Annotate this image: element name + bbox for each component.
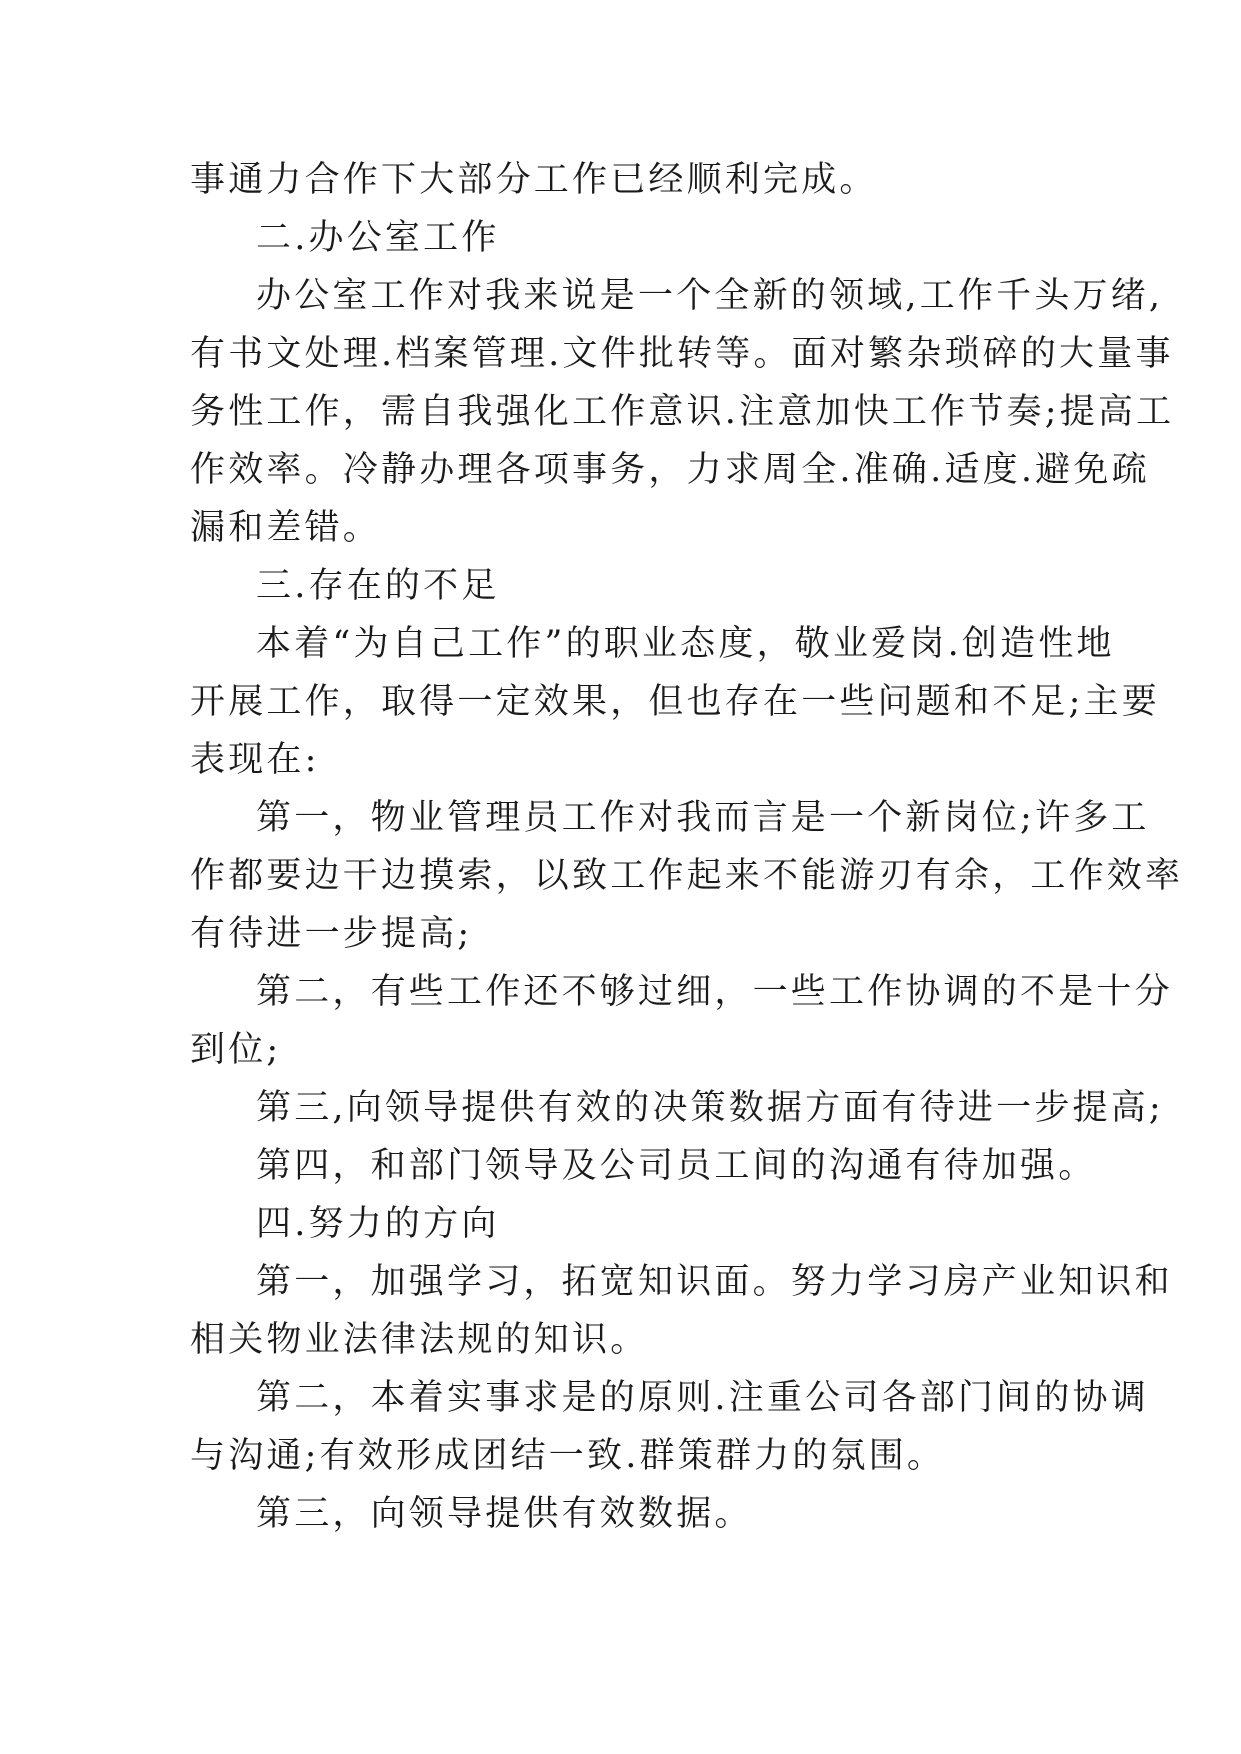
paragraph-first-line: 第二，有些工作还不够过细，一些工作协调的不是十分 <box>256 972 1173 1012</box>
paragraph-first-line: 办公室工作对我来说是一个全新的领域,工作千头万绪, <box>256 276 1164 316</box>
body-line: 到位; <box>190 1030 282 1070</box>
paragraph-first-line: 本着“为自己工作”的职业态度，敬业爱岗.创造性地 <box>256 624 1115 664</box>
section-heading: 三.存在的不足 <box>256 566 500 606</box>
body-line: 漏和差错。 <box>190 508 382 548</box>
body-line: 作都要边干边摸索，以致工作起来不能游刃有余，工作效率 <box>190 856 1184 896</box>
body-line: 表现在: <box>190 740 320 780</box>
body-line: 作效率。冷静办理各项事务，力求周全.准确.适度.避免疏 <box>190 450 1150 490</box>
body-line: 事通力合作下大部分工作已经顺利完成。 <box>190 160 878 200</box>
paragraph-first-line: 第四，和部门领导及公司员工间的沟通有待加强。 <box>256 1146 1097 1186</box>
body-line: 与沟通;有效形成团结一致.群策群力的氛围。 <box>190 1436 946 1476</box>
paragraph-first-line: 第三,向领导提供有效的决策数据方面有待进一步提高; <box>256 1088 1164 1128</box>
body-line: 相关物业法律法规的知识。 <box>190 1320 649 1360</box>
section-heading: 二.办公室工作 <box>256 218 500 258</box>
paragraph-first-line: 第二，本着实事求是的原则.注重公司各部门间的协调 <box>256 1378 1149 1418</box>
body-line: 有待进一步提高; <box>190 914 473 954</box>
paragraph-first-line: 第一，物业管理员工作对我而言是一个新岗位;许多工 <box>256 798 1150 838</box>
paragraph-first-line: 第三，向领导提供有效数据。 <box>256 1494 753 1534</box>
paragraph-first-line: 第一，加强学习，拓宽知识面。努力学习房产业知识和 <box>256 1262 1173 1302</box>
body-line: 有书文处理.档案管理.文件批转等。面对繁杂琐碎的大量事 <box>190 334 1174 374</box>
body-line: 务性工作，需自我强化工作意识.注意加快工作节奏;提高工 <box>190 392 1175 432</box>
body-line: 开展工作，取得一定效果，但也存在一些问题和不足;主要 <box>190 682 1160 722</box>
section-heading: 四.努力的方向 <box>256 1204 500 1244</box>
